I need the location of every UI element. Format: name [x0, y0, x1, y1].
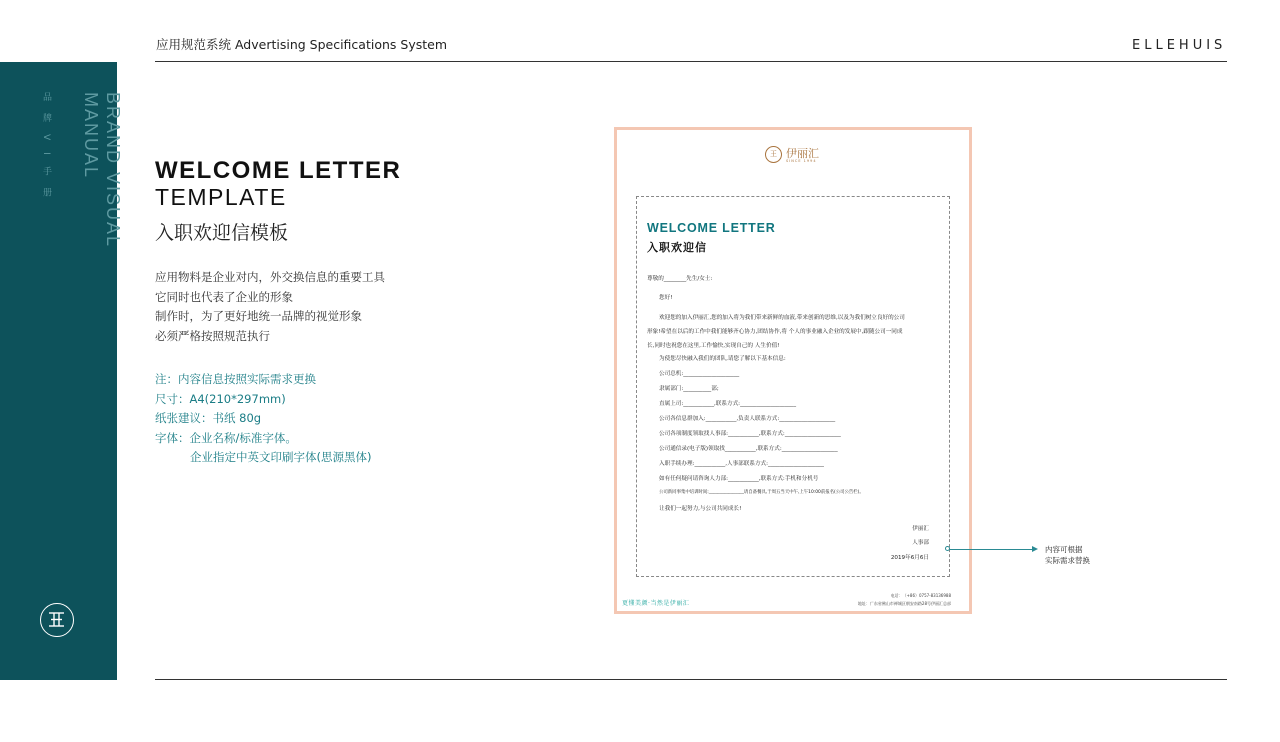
callout-note [1045, 544, 1090, 566]
description-line: 它同时也代表了企业的形象 [155, 289, 293, 304]
arrow-right-icon [1032, 546, 1038, 552]
letter-line: 公司通信录(电子版)领取找___________,联系方式:____________________ [659, 446, 838, 452]
letter-title-cn: 入职欢迎信 [647, 241, 707, 254]
letter-line: 为使您尽快融入我们的团队,请您了解以下基本信息: [659, 356, 786, 362]
letter-line: 公司总机:____________________ [659, 371, 740, 377]
note-line: 字体：企业名称/标准字体。 [155, 430, 297, 445]
footer-phone: 电话：（+86）0757-83136988 [890, 593, 951, 598]
title-cn: 入职欢迎信模板 [155, 222, 289, 244]
footer-slogan: 更懂美颜·当然是伊丽汇 [622, 600, 690, 607]
letter-line: 公司各信息群加入:___________,负责人联系方式:____________________ [659, 416, 836, 422]
letter-line: 如有任何疑问请咨询人力部:___________,联系方式:手机和分机号 [659, 476, 819, 482]
description-line: 应用物料是企业对内，外交换信息的重要工具 [155, 270, 385, 284]
letter-line: 让我们一起努力,与公司共同成长! [659, 506, 742, 512]
spec-notes [155, 370, 371, 468]
brand-emblem-icon [40, 603, 74, 637]
description [155, 268, 385, 346]
letter-line: 形象!希望在以后的工作中我们能够齐心协力,团结协作,将 个人的事业融入企业的发展中,跟随公司一同成 [647, 329, 903, 335]
letter-line: 隶属部门:__________部; [659, 386, 719, 392]
callout-line-1: 内容可根据 [1045, 545, 1083, 554]
sidebar-title-cn: 品牌VI手册 [41, 92, 51, 209]
letter-line: 长,同时也祝您在这里,工作愉快,实现自己的 人生价值! [647, 343, 780, 349]
letter-preview [614, 127, 972, 614]
title-en-line1: WELCOME LETTER [155, 157, 402, 184]
sign-company: 伊丽汇 [912, 526, 929, 532]
logo-subtitle: SINCE 1994 [786, 159, 817, 163]
letter-line: 您好! [659, 295, 673, 301]
header-title: 应用规范系统 Advertising Specifications System [156, 37, 448, 52]
letter-logo [765, 146, 825, 164]
callout-line [948, 549, 1036, 550]
description-line: 必须严格按照规范执行 [155, 328, 270, 343]
note-line: 注：内容信息按照实际需求更换 [155, 372, 316, 386]
bottom-divider [155, 679, 1227, 680]
logo-mark-icon: 王 [765, 146, 782, 163]
letter-line: 公司新同事集中培训时间:________________请自备餐具,于周五当天中午,上午10:00前报名(公司公告栏)。 [659, 490, 864, 495]
letter-line: 欢迎您的加入伊丽汇,您的加入将为我们带来新鲜的血液,带来创新的思维,以及为我们树立良好的公司 [659, 315, 905, 321]
description-line: 制作时，为了更好地统一品牌的视觉形象 [155, 309, 362, 323]
letter-line: 公司各项制度领取找人事部:___________,联系方式:____________________ [659, 431, 841, 437]
title-en-line2: TEMPLATE [155, 184, 287, 210]
sign-department: 人事部 [912, 540, 929, 546]
logo-name: 伊丽汇 [786, 147, 819, 160]
sidebar-title-en: BRAND VISUAL MANUAL [81, 92, 123, 249]
letter-content-area [636, 196, 950, 577]
note-line: 尺寸：A4(210*297mm) [155, 391, 286, 406]
callout-line-2: 实际需求替换 [1045, 556, 1090, 565]
top-divider [155, 61, 1227, 62]
letter-line: 入职手续办理:___________,人事部联系方式:____________________ [659, 461, 824, 467]
letter-title-en: WELCOME LETTER [647, 221, 776, 235]
letter-line: 直属上司:___________,联系方式:____________________ [659, 401, 797, 407]
sidebar [0, 62, 123, 680]
brand-logo-text: ELLEHUIS [1132, 38, 1227, 53]
footer-address: 地址：广东省佛山市禅城区朝安南路28号伊丽汇总部 [857, 601, 951, 606]
note-line: 企业指定中英文印刷字体(思源黑体) [190, 450, 372, 464]
callout-dot [945, 546, 950, 551]
letter-line: 尊敬的________先生/女士: [647, 276, 713, 282]
sign-date: 2019年6月6日 [890, 555, 929, 561]
note-line: 纸张建议：书纸 80g [155, 411, 262, 425]
